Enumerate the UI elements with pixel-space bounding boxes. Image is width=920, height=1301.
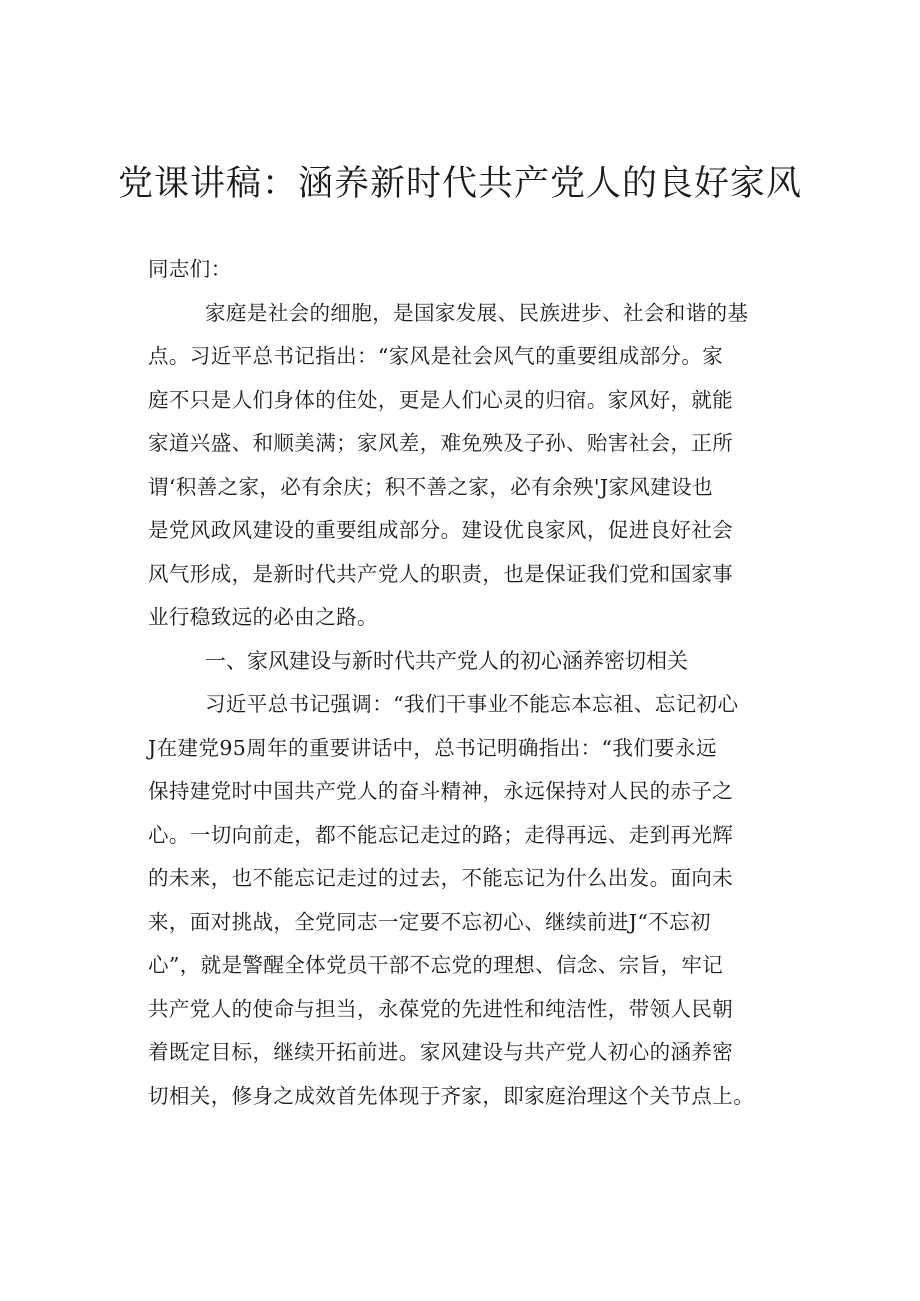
paragraph-line: 家庭是社会的细胞，是国家发展、民族进步、社会和谐的基: [205, 300, 749, 325]
paragraph-line: 家道兴盛、和顺美满；家风差，难免殃及子孙、贻害社会，正所: [148, 431, 734, 455]
paragraph-line: 切相关，修身之成效首先体现于齐家，即家庭治理这个关节点上。: [148, 1083, 755, 1108]
paragraph-line: 是党风政风建设的重要组成部分。建设优良家风，促进良好社会: [148, 518, 734, 542]
paragraph-line: 庭不只是人们身体的住处，更是人们心灵的归宿。家风好，就能: [148, 387, 734, 412]
paragraph-line: 心”，就是警醒全体党员干部不忘党的理想、信念、宗旨，牢记: [148, 953, 724, 977]
paragraph-line: 保持建党时中国共产党人的奋斗精神，永远保持对人民的赤子之: [148, 779, 734, 803]
paragraph-line: 习近平总书记强调：“我们干事业不能忘本忘祖、忘记初心: [205, 692, 739, 716]
paragraph-line: 来，面对挑战，全党同志一定要不忘初心、继续前进J“不忘初: [148, 909, 711, 934]
paragraph-1: [148, 292, 808, 640]
salutation: 同志们：: [148, 257, 232, 281]
document-body: [148, 248, 808, 1118]
paragraph-line: 心。一切向前走，都不能忘记走过的路；走得再远、走到再光辉: [148, 822, 734, 847]
paragraph-line: J在建党95周年的重要讲话中，总书记明确指出：“我们要永远: [148, 735, 717, 760]
paragraph-line: 共产党人的使命与担当，永葆党的先进性和纯洁性，带领人民朝: [148, 996, 734, 1021]
paragraph-line: 业行稳致远的必由之路。: [148, 605, 378, 629]
paragraph-line: 风气形成，是新时代共产党人的职责，也是保证我们党和国家事: [148, 561, 734, 586]
paragraph-line: 的未来，也不能忘记走过的过去，不能忘记为什么出发。面向未: [148, 866, 734, 890]
document-title: 党课讲稿：涵养新时代共产党人的良好家风: [117, 164, 802, 204]
paragraph-line: 点。习近平总书记指出：“家风是社会风气的重要组成部分。家: [148, 344, 724, 368]
paragraph-2: [148, 683, 808, 1118]
paragraph-line: 着既定目标，继续开拓前进。家风建设与共产党人初心的涵养密: [148, 1040, 734, 1064]
paragraph-line: 谓‘积善之家，必有余庆；积不善之家，必有余殃'J家风建设也: [148, 474, 713, 499]
section-heading-1: 一、家风建设与新时代共产党人的初心涵养密切相关: [205, 648, 688, 673]
